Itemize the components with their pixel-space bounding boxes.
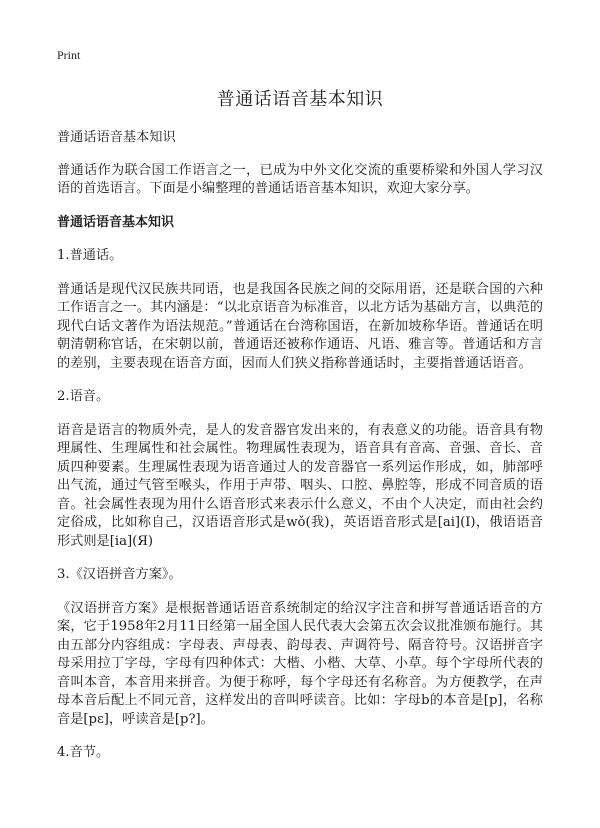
print-link[interactable]: Print [57, 48, 81, 62]
document-subtitle: 普通话语音基本知识 [57, 130, 176, 145]
section-3-body: 《汉语拼音方案》是根据普通话语音系统制定的给汉字注音和拼写普通话语音的方案，它于1958年2月11日经第一届全国人民代表大会第五次会议批准颁布施行。其由五部分内容组成：字母表、声母表、韵母表、声调符号、隔音符号。汉语拼音字母采用拉丁字母，字母有四种体式：大楷、小楷、大草、小草。每个字母所代表的音叫本音，本音用来拼音。为便于称呼，每个字母还有名称音。为方便教学，在声母本音后配上不同元音，这样发出的音叫呼读音。比如：字母b的本音是[p]，名称音是[pɛ]，呼读音是[p?]。 [57, 600, 543, 727]
section-3-heading: 3.《汉语拼音方案》。 [57, 567, 182, 582]
section-heading: 普通话语音基本知识 [57, 214, 175, 230]
document-title: 普通话语音基本知识 [216, 89, 384, 110]
section-2-body: 语音是语言的物质外壳，是人的发音器官发出来的，有表意义的功能。语音具有物理属性、生理属性和社会属性。物理属性表现为，语音具有音高、音强、音长、音质四种要素。生理属性表现为语音通过人的发音器官一系列运作形成，如，肺部呼出气流，通过气管至喉头，作用于声带、咽头、口腔、鼻腔等，形成不同音质的语音。社会属性表现为用什么语音形式来表示什么意义，不由个人决定，而由社会约定俗成，比如称自己，汉语语音形式是wǒ(我)，英语语音形式是[ai](I)，俄语语音形式则是[ia](Я) [57, 422, 543, 549]
section-2-heading: 2.语音。 [57, 389, 110, 404]
section-1-body: 普通话是现代汉民族共同语，也是我国各民族之间的交际用语，还是联合国的六种工作语言之一。其内涵是：“以北京语音为标准音，以北方话为基础方言，以典范的现代白话文著作为语法规范。”普通话在台湾称国语，在新加坡称华语。普通话在明朝清朝称官话，在宋朝以前，普通语还被称作通语、凡语、雅言等。普通话和方言的差别，主要表现在语音方面，因而人们狭义指称普通话时，主要指普通话语音。 [57, 281, 543, 371]
section-1-heading: 1.普通话。 [57, 248, 123, 263]
section-4-heading: 4.音节。 [57, 745, 110, 760]
intro-paragraph: 普通话作为联合国工作语言之一，已成为中外文化交流的重要桥梁和外国人学习汉语的首选语言。下面是小编整理的普通话语音基本知识，欢迎大家分享。 [57, 162, 543, 196]
